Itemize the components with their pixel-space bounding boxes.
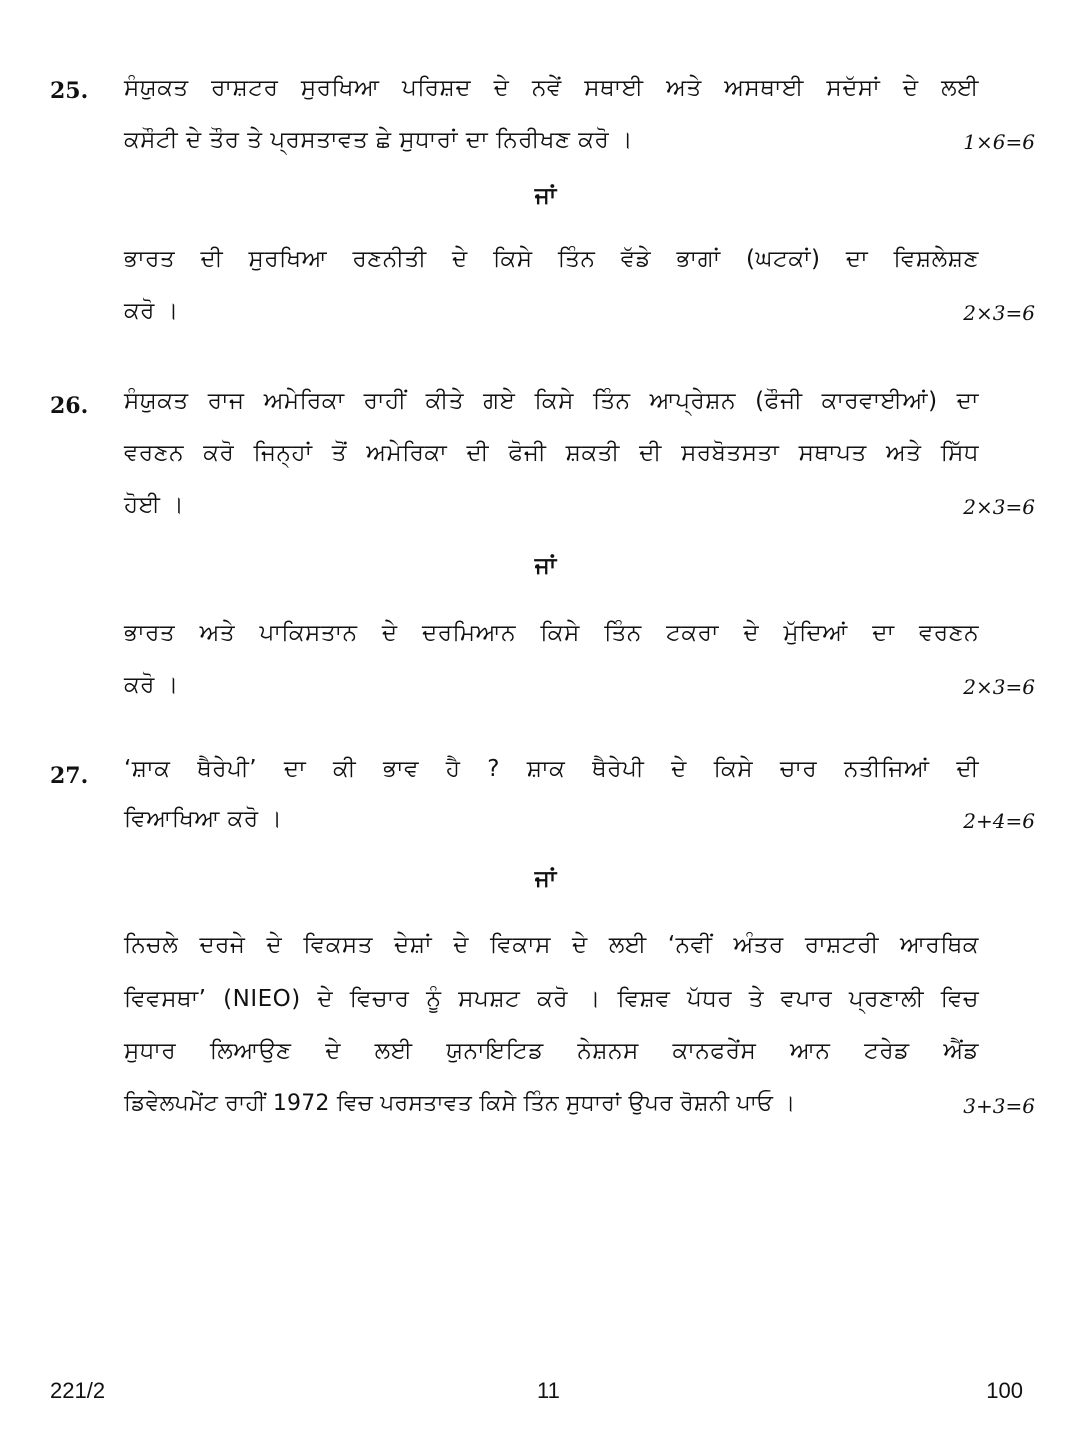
question-text: ਸੰਯੁਕਤ ਰਾਜ ਅਮੇਰਿਕਾ ਰਾਹੀਂ ਕੀਤੇ ਗਏ ਕਿਸੇ ਤਿੰਨ ਆਪ੍ਰੇਸ਼ਨ (ਫੌਜੀ ਕਾਰਵਾਈਆਂ) ਦਾ	[124, 388, 979, 414]
or-separator: ਜਾਂ	[534, 866, 557, 892]
question-text: ਵਰਣਨ ਕਰੋ ਜਿਨ੍ਹਾਂ ਤੋਂ ਅਮੇਰਿਕਾ ਦੀ ਫੋਜੀ ਸ਼ਕਤੀ ਦੀ ਸਰਬੋਤਸਤਾ ਸਥਾਪਤ ਅਤੇ ਸਿੱਧ	[124, 440, 979, 466]
page-number: 11	[537, 1378, 560, 1403]
question-text: ਵਿਆਖਿਆ ਕਰੋ ।	[124, 806, 283, 832]
alternative-question-text: ਭਾਰਤ ਦੀ ਸੁਰਖਿਆ ਰਣਨੀਤੀ ਦੇ ਕਿਸੇ ਤਿੰਨ ਵੱਡੇ ਭਾਗਾਂ (ਘਟਕਾਂ) ਦਾ ਵਿਸ਼ਲੇਸ਼ਣ	[124, 246, 979, 272]
marks-label: 2×3=6	[963, 495, 1035, 519]
marks-label: 2×3=6	[963, 301, 1035, 325]
marks-label: 3+3=6	[963, 1094, 1035, 1118]
alternative-question-text: ਨਿਚਲੇ ਦਰਜੇ ਦੇ ਵਿਕਸਤ ਦੇਸ਼ਾਂ ਦੇ ਵਿਕਾਸ ਦੇ ਲਈ ‘ਨਵੀਂ ਅੰਤਰ ਰਾਸ਼ਟਰੀ ਆਰਥਿਕ	[124, 932, 979, 958]
alternative-question-text: ਡਿਵੇਲਪਮੇਂਟ ਰਾਹੀਂ 1972 ਵਿਚ ਪਰਸਤਾਵਤ ਕਿਸੇ ਤਿੰਨ ਸੁਧਾਰਾਂ ਉਪਰ ਰੋਸ਼ਨੀ ਪਾਓ ।	[124, 1091, 796, 1116]
alternative-question-text: ਕਰੋ ।	[124, 672, 179, 698]
alternative-question-text: ਸੁਧਾਰ ਲਿਆਉਣ ਦੇ ਲਈ ਯੁਨਾਇਟਿਡ ਨੇਸ਼ਨਸ ਕਾਨਫਰੇਂਸ ਆਨ ਟਰੇਡ ਐਂਡ	[124, 1038, 979, 1064]
or-separator: ਜਾਂ	[534, 183, 557, 209]
paper-code: 221/2	[50, 1378, 106, 1403]
marks-label: 1×6=6	[963, 130, 1035, 154]
alternative-question-text: ਵਿਵਸਥਾ’ (NIEO) ਦੇ ਵਿਚਾਰ ਨੂੰ ਸਪਸ਼ਟ ਕਰੋ । ਵਿਸ਼ਵ ਪੱਧਰ ਤੇ ਵਪਾਰ ਪ੍ਰਣਾਲੀ ਵਿਚ	[124, 986, 979, 1012]
question-number: 25.	[50, 78, 89, 104]
question-text: ‘ਸ਼ਾਕ ਥੈਰੇਪੀ’ ਦਾ ਕੀ ਭਾਵ ਹੈ ? ਸ਼ਾਕ ਥੈਰੇਪੀ ਦੇ ਕਿਸੇ ਚਾਰ ਨਤੀਜਿਆਂ ਦੀ	[124, 756, 979, 782]
marks-label: 2+4=6	[963, 809, 1035, 833]
question-number: 26.	[50, 393, 89, 419]
question-text: ਸੰਯੁਕਤ ਰਾਸ਼ਟਰ ਸੁਰਖਿਆ ਪਰਿਸ਼ਦ ਦੇ ਨਵੇਂ ਸਥਾਈ ਅਤੇ ਅਸਥਾਈ ਸਦੱਸਾਂ ਦੇ ਲਈ	[124, 75, 979, 101]
question-text: ਹੋਈ ।	[124, 492, 185, 518]
alternative-question-text: ਕਰੋ ।	[124, 298, 179, 324]
marks-label: 2×3=6	[963, 675, 1035, 699]
alternative-question-text: ਭਾਰਤ ਅਤੇ ਪਾਕਿਸਤਾਨ ਦੇ ਦਰਮਿਆਨ ਕਿਸੇ ਤਿੰਨ ਟਕਰਾ ਦੇ ਮੁੱਦਿਆਂ ਦਾ ਵਰਣਨ	[124, 620, 979, 646]
question-number: 27.	[50, 763, 89, 789]
or-separator: ਜਾਂ	[534, 553, 557, 579]
question-text: ਕਸੌਟੀ ਦੇ ਤੌਰ ਤੇ ਪ੍ਰਸਤਾਵਤ ਛੇ ਸੁਧਾਰਾਂ ਦਾ ਨਿਰੀਖਣ ਕਰੋ ।	[124, 127, 634, 153]
page-count: 100	[986, 1378, 1023, 1403]
